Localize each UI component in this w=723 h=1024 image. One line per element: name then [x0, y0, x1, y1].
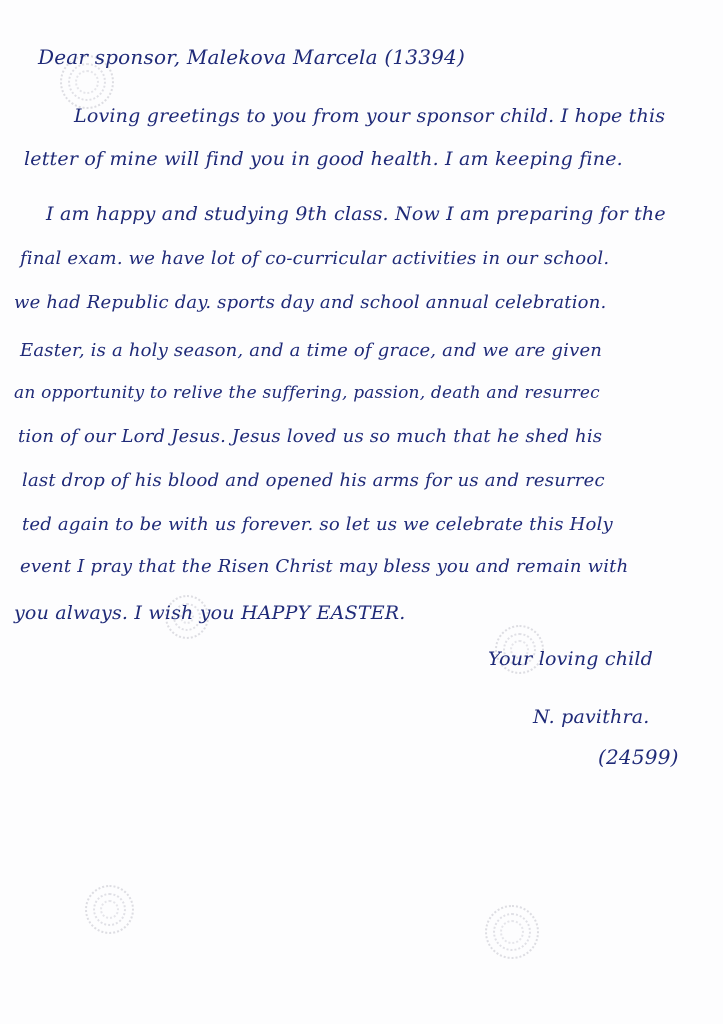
child-id: (24599) — [598, 745, 679, 769]
letter-line: ted again to be with us forever. so let us we celebrate this Holy — [22, 514, 613, 535]
letter-line: Loving greetings to you from your sponsor child. I hope this — [74, 105, 666, 127]
letter-line: final exam. we have lot of co-curricular activities in our school. — [20, 248, 610, 269]
paper-smudge — [85, 885, 134, 934]
letter-salutation: Dear sponsor, Malekova Marcela (13394) — [38, 45, 465, 69]
letter-line: you always. I wish you HAPPY EASTER. — [14, 602, 406, 624]
letter-line: last drop of his blood and opened his arms for us and resurrec — [22, 470, 605, 491]
letter-line: Easter, is a holy season, and a time of grace, and we are given — [20, 340, 603, 361]
paper-smudge — [485, 905, 539, 959]
letter-line: an opportunity to relive the suffering, passion, death and resurrec — [14, 383, 600, 403]
letter-signature: N. pavithra. — [533, 706, 650, 728]
letter-line: we had Republic day. sports day and school annual celebration. — [14, 292, 607, 313]
letter-line: tion of our Lord Jesus. Jesus loved us so much that he shed his — [18, 426, 603, 447]
letter-line: I am happy and studying 9th class. Now I am preparing for the — [46, 203, 666, 225]
letter-line: letter of mine will find you in good health. I am keeping fine. — [24, 148, 623, 170]
letter-line: event I pray that the Risen Christ may bless you and remain with — [20, 556, 629, 577]
letter-closing: Your loving child — [488, 648, 654, 670]
